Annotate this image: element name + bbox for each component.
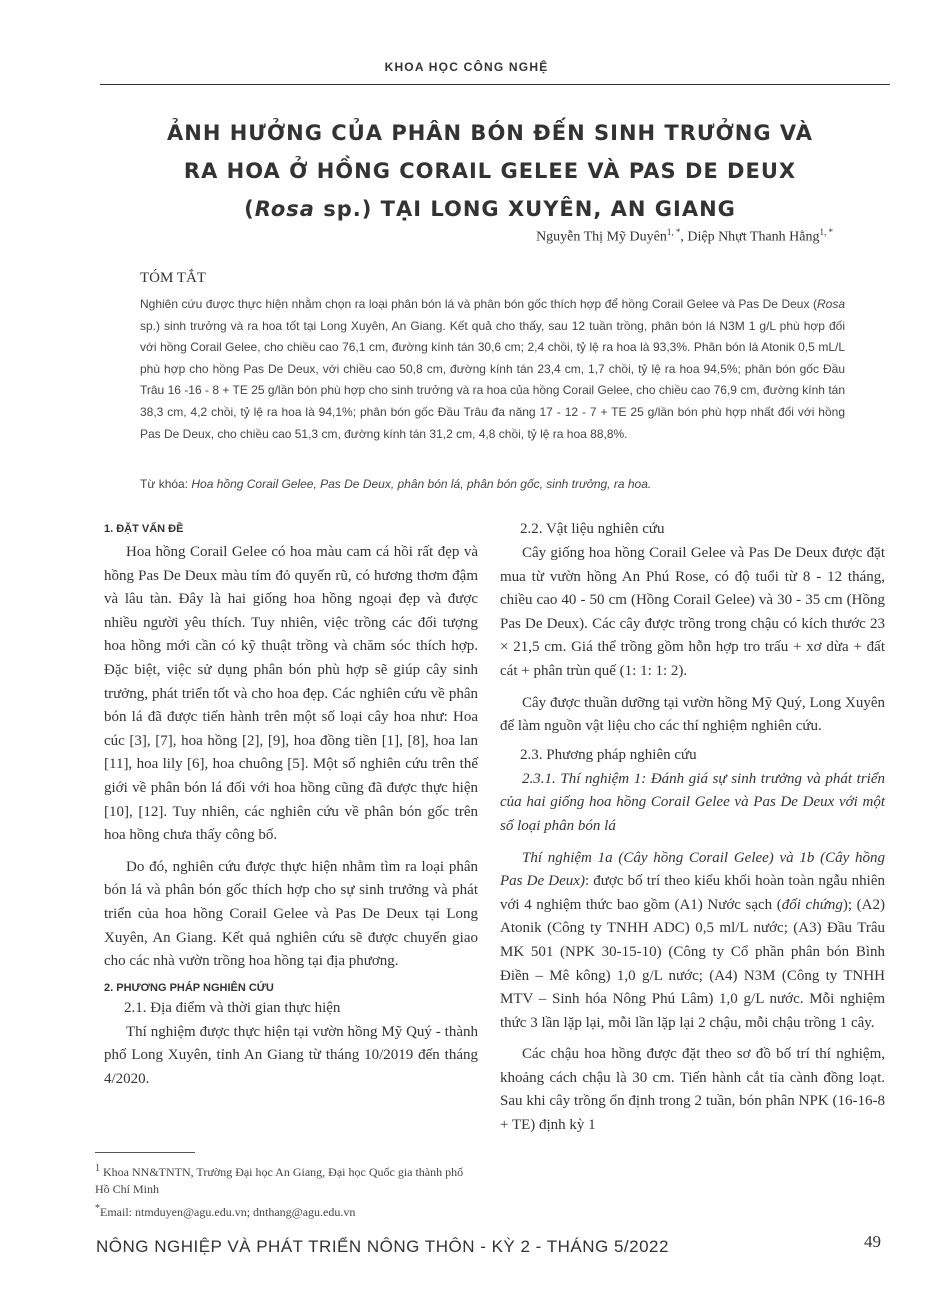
journal-footer-title: NÔNG NGHIỆP VÀ PHÁT TRIỂN NÔNG THÔN - KỲ 2 - THÁNG 5/2022 <box>96 1237 669 1256</box>
section-1-paragraph-2: Do đó, nghiên cứu được thực hiện nhằm tìm ra loại phân bón lá và phân bón gốc thích hợp cho sự sinh trưởng và phát triển của hoa hồng Corail Gelee và Pas De Deux tại Long Xuyên, An Giang. Kết quả nghiên cứu sẽ được chuyển giao cho các nhà vườn trồng hoa hồng tại địa phương. <box>104 858 478 970</box>
section-1-heading: 1. ĐẶT VẤN ĐỀ <box>104 523 184 535</box>
abstract-species: Rosa <box>816 297 845 311</box>
author-list <box>536 227 833 246</box>
footnote-email <box>95 1200 475 1221</box>
footnote-1-text: Khoa NN&TNTN, Trường Đại học An Giang, Đại học Quốc gia thành phố Hồ Chí Minh <box>95 1165 464 1196</box>
footnote-rule <box>95 1152 195 1153</box>
abstract-body <box>140 294 845 445</box>
section-2-heading: 2. PHƯƠNG PHÁP NGHIÊN CỨU <box>104 981 274 994</box>
keywords-label: Từ khóa: <box>140 477 192 491</box>
author-separator: , <box>680 229 688 245</box>
title-species: Rosa <box>254 197 315 221</box>
section-2-2-heading: 2.2. Vật liệu nghiên cứu <box>520 521 665 537</box>
title-line-3-rest: sp.) TẠI LONG XUYÊN, AN GIANG <box>314 197 736 221</box>
right-column <box>500 515 885 1146</box>
title-line-2: RA HOA Ở HỒNG CORAIL GELEE VÀ PAS DE DEUX <box>183 159 797 183</box>
section-2-3-heading: 2.3. Phương pháp nghiên cứu <box>520 746 697 763</box>
journal-section-label: KHOA HỌC CÔNG NGHỆ <box>384 60 549 74</box>
keywords-values: Hoa hồng Corail Gelee, Pas De Deux, phân bón lá, phân bón gốc, sinh trưởng, ra hoa. <box>191 477 652 491</box>
section-2-3-1-paragraph-1 <box>500 847 885 1036</box>
author-2: Diệp Nhựt Thanh Hằng <box>687 229 820 245</box>
footnote-2-text: Email: ntmduyen@agu.edu.vn; dnthang@agu.edu.vn <box>100 1205 356 1219</box>
title-line-1: ẢNH HƯỞNG CỦA PHÂN BÓN ĐẾN SINH TRƯỞNG VÀ <box>167 121 813 145</box>
header-rule <box>100 84 890 85</box>
footnote-2-marker: * <box>95 1203 100 1214</box>
section-2-1-heading: 2.1. Địa điểm và thời gian thực hiện <box>124 999 341 1016</box>
abstract-heading: TÓM TẮT <box>140 270 206 286</box>
author-2-affiliation: 1, * <box>819 227 833 237</box>
section-2-3-1-paragraph-2: Các chậu hoa hồng được đặt theo sơ đồ bố trí thí nghiệm, khoảng cách chậu là 30 cm. Tiến hành cắt tỉa cành đồng loạt. Sau khi cây trồng ổn định trong 2 tuần, bón phân NPK (16-16-8 + TE) định kỳ 1 <box>500 1046 885 1134</box>
keywords <box>140 477 845 491</box>
experiment-1-design: : được bố trí theo kiểu khối hoàn toàn ngẫu nhiên với 4 nghiệm thức bao gồm (A1) Nước sạch ( <box>500 873 885 913</box>
abstract-text-start: Nghiên cứu được thực hiện nhằm chọn ra loại phân bón lá và phân bón gốc thích hợp để hồng Corail Gelee và Pas De Deux ( <box>140 297 817 311</box>
footnote-affiliation <box>95 1160 475 1198</box>
left-column <box>104 515 478 1099</box>
author-1-affiliation: 1, * <box>666 227 681 237</box>
author-1: Nguyễn Thị Mỹ Duyên <box>536 229 667 245</box>
abstract-text-rest: sp.) sinh trưởng và ra hoa tốt tại Long Xuyên, An Giang. Kết quả cho thấy, sau 12 tuần trồng, phân bón lá N3M 1 g/L phù hợp đối với hồng Corail Gelee, cho chiều cao 76,1 cm, đường kính tán 30,6 cm; 2,4 chồi, tỷ lệ ra hoa là 93,3%. Phân bón lá Atonik 0,5 mL/L phù hợp cho hồng Pas De Deux, với chiều cao 50,8 cm, đường kính tán 23,4 cm, 1,7 chồi, tỷ lệ ra hoa 94,5%; phân bón gốc Đầu Trâu 16 -16 - 8 + TE 25 g/lần bón phù hợp cho sinh trưởng và ra hoa của hồng Corail Gelee, cho chiều cao 76,9 cm, đường kính tán 38,3 cm, 4,2 chồi, tỷ lệ ra hoa là 94,1%; phân bón gốc Đầu Trâu đa năng 17 - 12 - 7 + TE 25 g/lần bón phù hợp nhất đối với hồng Pas De Deux, cho chiều cao 51,3 cm, đường kính tán 31,2 cm, 4,8 chồi, tỷ lệ ra hoa 88,8%. <box>140 318 845 441</box>
title-line-3: (Rosa sp.) TẠI LONG XUYÊN, AN GIANG <box>244 197 736 221</box>
control-label: đối chứng <box>781 896 843 913</box>
footnotes <box>95 1160 475 1223</box>
section-2-3-1-heading: 2.3.1. Thí nghiệm 1: Đánh giá sự sinh trưởng và phát triển của hai giống hoa hồng Corail Gelee và Pas De Deux với một số loại phân bón lá <box>500 770 885 834</box>
section-2-2-paragraph-2: Cây được thuần dưỡng tại vườn hồng Mỹ Quý, Long Xuyên để làm nguồn vật liệu cho các thí nghiệm nghiên cứu. <box>500 694 885 735</box>
experiment-1-treatments: ); (A2) Atonik (Công ty TNHH ADC) 0,5 ml/L nước; (A3) Đầu Trâu MK 501 (NPK 30-15-10) (Công ty Cổ phần phân bón Bình Điền – Mê kông) 1,0 g/L nước; (A4) N3M (Công ty TNHH MTV – Sinh hóa Nông Phú Lâm) 1,0 g/L nước. Mỗi nghiệm thức 3 lần lặp lại, mỗi lần lặp lại 2 chậu, mỗi chậu trồng 1 cây. <box>500 896 885 1031</box>
section-2-1-paragraph: Thí nghiệm được thực hiện tại vườn hồng Mỹ Quý - thành phố Long Xuyên, tỉnh An Giang từ tháng 10/2019 đến tháng 4/2020. <box>104 1023 478 1087</box>
page-number: 49 <box>864 1232 881 1251</box>
footnote-1-marker: 1 <box>95 1163 100 1174</box>
section-1-paragraph-1: Hoa hồng Corail Gelee có hoa màu cam cá hồi rất đẹp và hồng Pas De Deux màu tím đỏ quyến rũ, có hương thơm đậm và lâu tàn. Đây là hai giống hoa hồng ngoại đẹp và được nhiều người yêu thích. Tuy nhiên, việc trồng các đối tượng hoa hồng mới cần có kỹ thuật trồng và chăm sóc thích hợp. Đặc biệt, việc sử dụng phân bón phù hợp sẽ giúp cây sinh trưởng, phát triển tốt và cho hoa đẹp. Các nghiên cứu về phân bón lá đã được tiến hành trên một số loại cây hoa như: Hoa cúc [3], [7], hoa hồng [2], [9], hoa đồng tiền [1], [8], hoa lan [11], hoa lily [6], hoa chuông [5]. Một số nghiên cứu trên thế giới về phân bón lá đối với hoa hồng cũng đã được thực hiện [10], [12]. Tuy nhiên, các nghiên cứu về phân bón gốc trên hoa hồng chưa thấy công bố. <box>104 544 478 844</box>
section-2-2-paragraph-1: Cây giống hoa hồng Corail Gelee và Pas De Deux được đặt mua từ vườn hồng An Phú Rose, có độ tuổi từ 8 - 12 tháng, chiều cao 40 - 50 cm (Hồng Corail Gelee) và 30 - 35 cm (Hồng Pas De Deux). Các cây được trồng trong chậu có kích thước 23 × 21,5 cm. Giá thể trồng gồm hỗn hợp tro trấu + xơ dừa + đất cát + phân trùn quế (1: 1: 1: 2). <box>500 545 885 679</box>
article-title <box>60 114 920 228</box>
experiment-1-name: Thí nghiệm 1a (Cây hồng Corail Gelee) và 1b (Cây hồng Pas De Deux) <box>500 849 885 890</box>
